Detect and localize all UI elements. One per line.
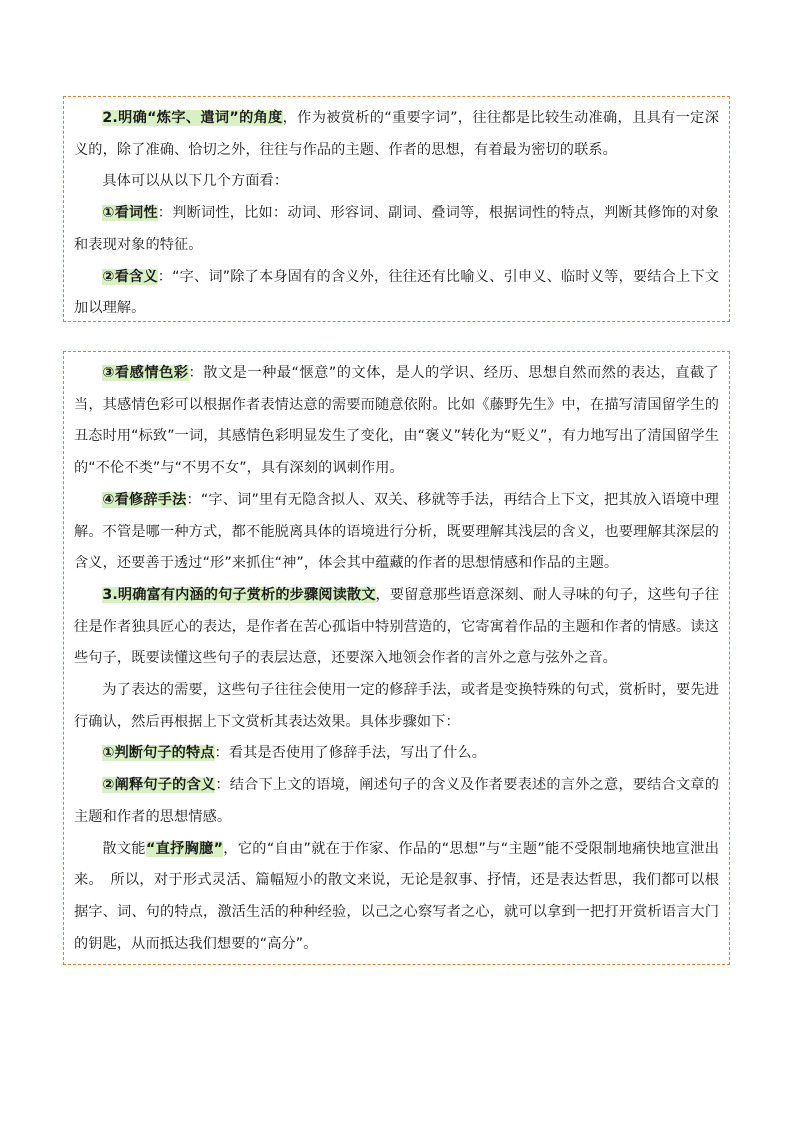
paragraph-lianzi — [74, 103, 719, 166]
paragraph-text: ：结合下上文的语境，阐述句子的含义及作者要表述的言外之意，要结合文章的主题和作者的思想情感。 — [74, 777, 719, 825]
paragraph-text: ：判断词性，比如：动词、形容词、副词、叠词等，根据词性的特点，判断其修饰的对象和表现对象的特征。 — [74, 205, 719, 253]
paragraph-juzi — [74, 580, 719, 675]
paragraph-text: 散文能 — [102, 840, 146, 857]
text-box-2 — [63, 351, 730, 965]
paragraph-intro: 具体可以从以下几个方面看： — [102, 173, 289, 190]
highlight-tedian: ①判断句子的特点 — [102, 745, 215, 762]
paragraph-hanyi — [74, 262, 719, 325]
paragraph-ganqing — [74, 358, 719, 485]
highlight-cixing: ①看词性 — [102, 205, 158, 222]
highlight-zhishu: “直抒胸臆” — [145, 840, 224, 857]
paragraph-xiuci — [74, 485, 719, 580]
paragraph-text: ：“字、词”除了本身固有的含义外，往往还有比喻义、引申义、临时义等，要结合上下文加以理解。 — [74, 268, 719, 317]
paragraph-text: ，要留意那些语意深刻、耐人寻味的句子，这些句子往往是作者独具匠心的表达，是作者在苦心孤诣中特别营造的，它寄寓着作品的主题和作者的情感。读这些句子，既要读懂这些句子的表层达意，还要深入地领会作者的言外之意与弦外之音。 — [74, 586, 719, 667]
paragraph-tedian — [74, 738, 719, 770]
paragraph-text: ：散文是一种最“惬意”的文体，是人的学识、经历、思想自然而然的表达，直截了当，其感情色彩可以根据作者表情达意的需要而随意依附。比如《藤野先生》中，在描写清国留学生的丑态时用“标致”一词，其感情色彩明显发生了变化，由“褒义”转化为“贬义”，有力地写出了清国留学生的“不伦不类”与“不男不女”，具有深刻的讽刺作用。 — [74, 365, 719, 477]
highlight-ganqing: ③看感情色彩 — [102, 365, 189, 381]
paragraph-text: ：看其是否使用了修辞手法，写出了什么。 — [214, 745, 486, 762]
paragraph-steps: 为了表达的需要，这些句子往往会使用一定的修辞手法，或者是变换特殊的句式，赏析时，要先进行确认，然后再根据上下文赏析其表达效果。具体步骤如下： — [74, 682, 719, 730]
highlight-lianzi: 2.明确“炼字、遣词”的角度 — [102, 110, 283, 126]
paragraph-cixing — [74, 198, 719, 261]
text-box-1 — [63, 96, 730, 322]
paragraph-chanshi — [74, 770, 719, 833]
paragraph-text: ，作为被赏析的“重要字词”，往往都是比较生动准确，且具有一定深义的，除了准确、恰切之外，往往与作品的主题、作者的思想，有着最为密切的联系。 — [74, 110, 719, 158]
highlight-hanyi: ②看含义 — [102, 268, 158, 285]
paragraph-zhishu — [74, 834, 719, 961]
highlight-juzi: 3.明确富有内涵的句子赏析的步骤阅读散文 — [102, 586, 376, 603]
highlight-xiuci: ④看修辞手法 — [102, 491, 187, 508]
paragraph-text: ：“字、词”里有无隐含拟人、双关、移就等手法，再结合上下文，把其放入语境中理解。不管是哪一种方式，都不能脱离具体的语境进行分析，既要理解其浅层的含义，也要理解其深层的含义，还要善于透过“形”来抓住“神”，体会其中蕴藏的作者的思想情感和作品的主题。 — [74, 491, 719, 572]
paragraph-text: ，它的“自由”就在于作家、作品的“思想”与“主题”能不受限制地痛快地宣泄出来。 所以，对于形式灵活、篇幅短小的散文来说，无论是叙事、抒情，还是表达哲思，我们都可以根据字、词、句的特点，激活生活的种种经验，以己之心察写者之心，就可以拿到一把打开赏析语言大门的钥匙，从而抵达我们想要的“高分”。 — [74, 840, 719, 952]
highlight-chanshi: ②阐释句子的含义 — [102, 777, 216, 794]
